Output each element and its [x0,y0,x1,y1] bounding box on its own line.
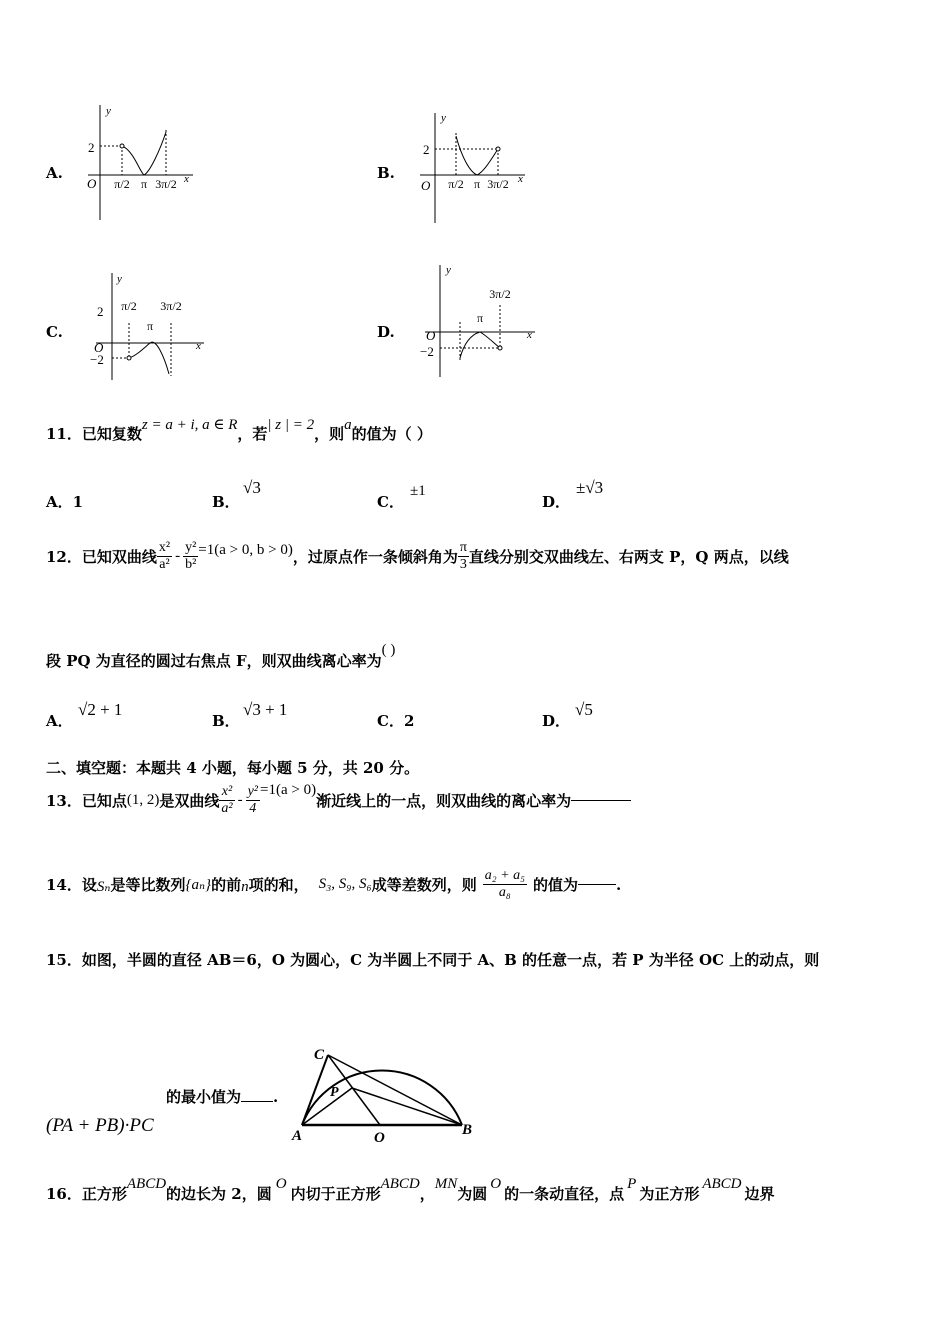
q16-abcd-3: ABCD [702,1176,742,1192]
graph-d-tick-3pi-half: 3π/2 [489,287,511,301]
graph-c-origin: O [94,340,104,355]
graph-d-y-label: y [446,264,451,276]
q16-stem-5: 的一条动直径，点 [504,1185,625,1203]
q15-segment-pb [352,1088,462,1125]
q12-frac2-num: y² [185,540,197,555]
graph-b-tick-3pi-half: 3π/2 [487,177,509,191]
q15-stem-2: 的最小值为 [166,1088,242,1106]
q16-p: P [627,1176,637,1192]
q16-stem-6: 为正方形 [639,1185,700,1203]
q11-option-c-label: C． [377,493,404,511]
q15-semicircle-figure [290,1030,490,1148]
q12-minus: - [175,548,181,564]
q12-stem-1: 12．已知双曲线 [46,548,157,566]
q11-stem-2: ，若 [237,425,268,443]
graph-d-tick-pi: π [476,311,484,325]
question-12-line-1 [46,540,789,573]
q16-stem-4: 为圆 [457,1185,488,1203]
q13-stem-2: 是双曲线 [159,792,220,810]
graph-c-y-tick-top: 2 [97,304,104,319]
option-b-label: B. [377,164,395,182]
graph-b-curve [456,136,498,175]
q16-stem-1: 16．正方形 [46,1185,127,1203]
question-16 [46,1176,775,1204]
graph-a-y-tick: 2 [88,140,95,155]
graph-b-open-point [496,147,500,151]
q12-frac1-num: x² [158,540,171,555]
q15-label-c: C [314,1047,325,1063]
q11-option-c-value: ±1 [410,483,426,499]
graph-a-x-label: x [184,173,189,185]
graph-a-curve [122,132,166,175]
q14-stem-2: 是等比数列 [110,876,186,894]
question-14 [46,868,621,901]
q11-formula-z: z = a + i, a ∈ R [141,417,238,433]
q12-option-d-value: √5 [575,700,593,719]
q16-stem-7: 边界 [744,1185,775,1203]
q15-answer-blank[interactable] [241,1101,273,1102]
graph-d-origin: O [426,328,436,343]
q16-abcd-1: ABCD [126,1176,167,1192]
graph-c-y-label: y [117,273,122,285]
graph-c-tick-pi-half: π/2 [121,299,137,313]
q12-option-d-label: D． [542,712,571,730]
q12-formula-tail: =1(a > 0, b > 0) [198,542,293,558]
graph-a-tick-3pi-half: 3π/2 [155,177,177,191]
q12-option-a-value: √2 + 1 [78,700,123,719]
graph-b-tick-pi-half: π/2 [448,177,464,191]
graph-b-y-tick: 2 [423,142,430,157]
graph-c-tick-3pi-half: 3π/2 [160,299,182,313]
graph-a-open-point [120,144,124,148]
q13-point: (1, 2) [126,792,160,808]
graph-d-open-point [498,346,502,350]
q14-stem-3: 的前 [211,876,242,894]
q14-a-n: {aₙ} [185,877,212,893]
q12-option-b-value: √3 + 1 [243,700,288,719]
graph-b-tick-pi: π [473,177,481,191]
q12-frac-y [183,540,198,573]
q12-stem-4: 段 PQ 为直径的圆过右焦点 F，则双曲线离心率为 [46,652,382,670]
graph-d-y-tick-bottom: −2 [420,344,434,359]
q11-option-d-label: D． [542,493,571,511]
q13-frac2-num: y² [247,784,259,799]
graph-d-x-label: x [527,329,532,341]
q14-frac-den: a₈ [498,885,511,900]
q12-option-c: C．2 [377,712,415,730]
q16-abcd-2: ABCD [380,1176,420,1192]
graph-b [410,108,530,226]
question-11 [46,417,432,444]
q15-expression: (PA + PB)·PC [46,1115,154,1136]
question-15-line-1: 15．如图，半圆的直径 AB＝6，O 为圆心，C 为半圆上不同于 A、B 的任意一点，若 P 为半径 OC 上的动点，则 [46,951,820,969]
q11-option-a: A．1 [46,493,84,511]
graph-d [415,260,540,380]
q14-stem-6: 的值为 [532,876,578,894]
q14-stem-1: 14．设 [46,876,97,894]
graph-a-tick-pi-half: π/2 [114,177,130,191]
graph-c-x-label: x [196,340,201,352]
q14-frac [483,868,527,901]
graph-a [78,100,198,225]
graph-a-y-label: y [106,105,111,117]
q15-label-p: P [330,1085,339,1100]
option-c-label: C. [46,323,63,341]
q14-s-n: Sₙ [96,879,111,895]
q11-stem-3: ，则 [314,425,345,443]
q11-stem-4: 的值为（ ） [351,425,432,443]
q12-frac-x [157,540,172,573]
graph-c-curve [129,342,169,374]
q13-answer-blank[interactable] [571,800,631,801]
q13-frac-y [246,784,260,817]
q15-period: . [273,1088,279,1106]
q16-o-2: O [490,1176,502,1192]
q12-stem-3: 直线分别交双曲线左、右两支 P，Q 两点，以线 [468,548,789,566]
q15-label-a: A [292,1128,303,1144]
q16-comma: ， [419,1185,435,1203]
q11-stem-1: 11．已知复数 [46,425,142,443]
q12-option-b-label: B． [212,712,240,730]
graph-a-origin: O [87,176,97,191]
graph-b-origin: O [421,178,431,193]
graph-d-curve [460,332,500,358]
q14-stem-4: 项的和， [248,876,309,894]
q16-mn: MN [434,1176,458,1192]
q11-option-b-label: B． [212,493,240,511]
q14-s-list: S₃, S₉, S₆ [318,876,372,892]
q14-answer-blank[interactable] [578,884,616,885]
q14-n: n [241,879,249,895]
graph-a-tick-pi: π [140,177,148,191]
question-13 [46,784,631,817]
graph-b-y-label: y [441,112,446,124]
q11-option-b-value: √3 [243,478,261,497]
q12-angle-den: 3 [459,557,467,572]
q12-frac2-den: b² [185,557,197,572]
q13-frac1-num: x² [219,784,234,801]
q12-paren: ( ) [381,642,396,658]
question-12-line-2 [46,642,396,671]
graph-c [84,268,209,383]
q14-stem-5: 成等差数列，则 [371,876,477,894]
q13-minus: - [237,792,243,808]
q11-formula-abs: | z | = 2 [267,417,315,433]
q15-label-o: O [374,1130,385,1146]
q13-formula-tail: =1(a > 0) [260,782,317,798]
q12-angle [458,540,469,573]
section-2-title: 二、填空题：本题共 4 小题，每小题 5 分，共 20 分。 [46,759,420,777]
q13-stem-1: 13．已知点 [46,792,127,810]
q16-stem-2: 的边长为 2，圆 [166,1185,272,1203]
graph-c-y-tick-bottom: −2 [90,352,104,367]
q12-angle-num: π [459,540,467,555]
question-15-line-2 [166,1086,278,1107]
q15-label-b: B [462,1122,473,1138]
graph-c-tick-pi: π [146,319,154,333]
option-a-label: A. [46,164,63,182]
q14-period: . [615,875,622,894]
q13-frac-x [219,784,234,817]
q13-frac2-den: 4 [249,801,257,816]
q12-frac1-den: a² [159,557,170,572]
q11-option-d-value: ±√3 [576,478,604,497]
q16-o-1: O [275,1176,287,1192]
q16-stem-3: 内切于正方形 [290,1185,381,1203]
q13-frac1-den: a² [221,801,233,816]
option-d-label: D. [377,323,395,341]
graph-b-x-label: x [518,173,523,185]
q12-stem-2: ，过原点作一条倾斜角为 [292,548,458,566]
graph-c-open-point [127,356,131,360]
q13-stem-3: 渐近线上的一点，则双曲线的离心率为 [316,792,572,810]
q11-var-a: a [344,417,352,433]
q12-option-a-label: A． [46,712,73,730]
q14-frac-num: a₂ + a₅ [484,868,525,883]
